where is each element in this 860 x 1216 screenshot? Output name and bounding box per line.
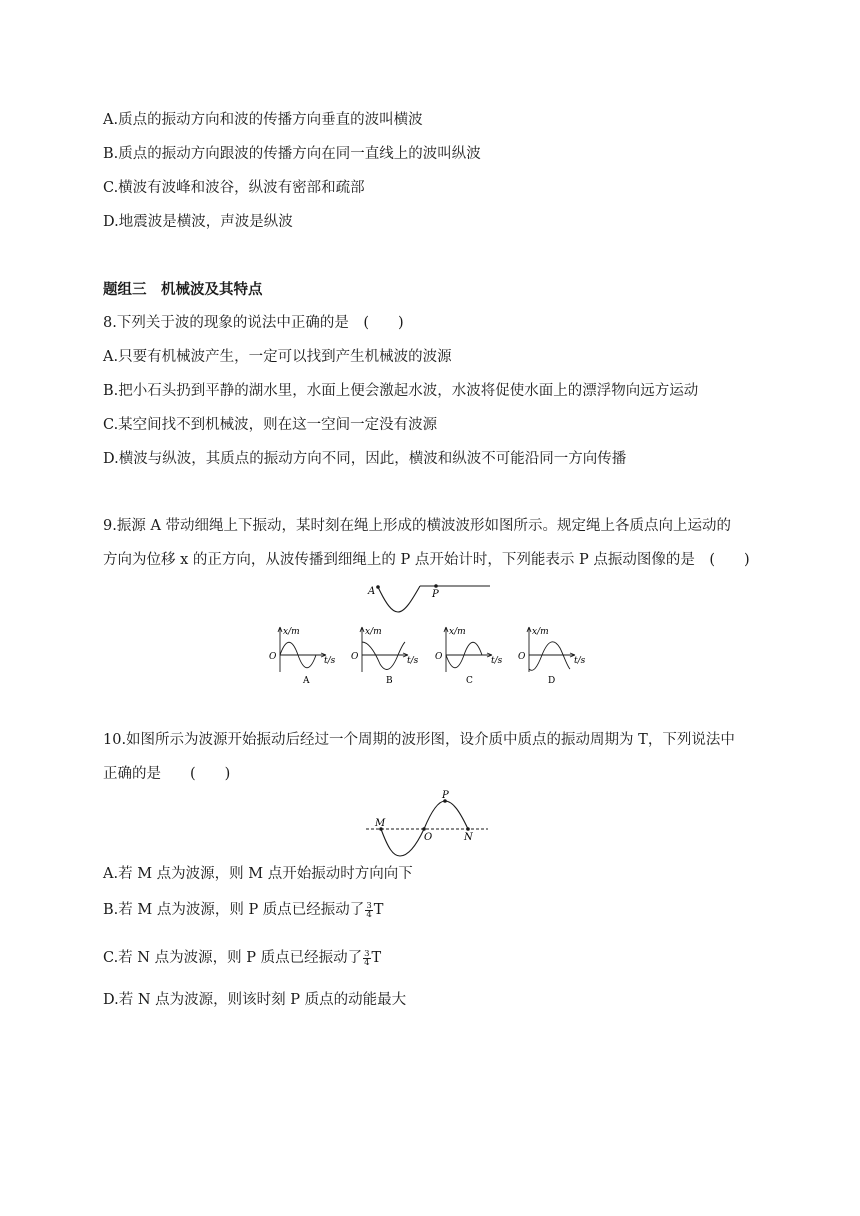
q9-graph-b-ylabel: x/m: [365, 627, 382, 637]
q10-point-n-dot: [466, 827, 470, 831]
q9-graph-a-ylabel: x/m: [283, 627, 300, 637]
q10-option-c: [103, 948, 381, 968]
q9-graph-b-caption: B: [386, 676, 393, 686]
q9-graph-c-origin: O: [435, 652, 443, 662]
q8-stem: 8.下列关于波的现象的说法中正确的是 ( ): [103, 315, 404, 331]
q7-option-c: C.横波有波峰和波谷，纵波有密部和疏部: [103, 180, 365, 196]
q9-stem-line2: 方向为位移 x 的正方向，从波传播到细绳上的 P 点开始计时，下列能表示 P 点振动图像的是 ( ): [103, 552, 750, 568]
q9-graph-c-caption: C: [466, 676, 473, 686]
q10-option-b-period: T: [373, 902, 384, 918]
q9-graph-d-ylabel: x/m: [532, 627, 549, 637]
q8-option-a: A.只要有机械波产生，一定可以找到产生机械波的波源: [103, 349, 452, 365]
q7-option-b: B.质点的振动方向跟波的传播方向在同一直线上的波叫纵波: [103, 146, 481, 162]
q10-option-b: [103, 900, 383, 920]
q10-stem-line2: 正确的是 ( ): [103, 766, 231, 782]
q9-point-p-label: P: [432, 589, 439, 600]
q10-option-c-text: C.若 N 点为波源，则 P 质点已经振动了: [103, 950, 363, 966]
q10-label-m: M: [375, 818, 386, 829]
q9-graph-a-caption: A: [303, 676, 310, 686]
q10-option-c-fraction: $\frac{3}{4}$: [364, 948, 370, 968]
q8-option-d: D.横波与纵波，其质点的振动方向不同，因此，横波和纵波不可能沿同一方向传播: [103, 451, 627, 467]
q10-label-o: O: [424, 832, 433, 843]
q10-option-d: D.若 N 点为波源，则该时刻 P 质点的动能最大: [103, 992, 407, 1008]
q7-option-a: A.质点的振动方向和波的传播方向垂直的波叫横波: [103, 112, 423, 128]
q9-graph-d-xlabel: t/s: [574, 656, 586, 666]
section-heading: 题组三 机械波及其特点: [103, 281, 263, 298]
q9-graph-b-origin: O: [351, 652, 359, 662]
q9-stem-line1: 9.振源 A 带动细绳上下振动，某时刻在绳上形成的横波波形如图所示。规定绳上各质点向上运动的: [103, 518, 732, 534]
q9-point-a-label: A: [368, 586, 376, 597]
q8-option-b: B.把小石头扔到平静的湖水里，水面上便会激起水波，水波将促使水面上的漂浮物向远方运动: [103, 383, 699, 399]
q7-option-d: D.地震波是横波，声波是纵波: [103, 214, 293, 230]
q10-label-n: N: [464, 832, 473, 843]
q9-graph-a-origin: O: [269, 652, 277, 662]
q9-graph-a-xlabel: t/s: [324, 656, 336, 666]
q10-point-o-dot: [422, 827, 426, 831]
q10-option-b-text: B.若 M 点为波源，则 P 质点已经振动了: [103, 902, 365, 918]
q9-graph-d-origin: O: [518, 652, 526, 662]
q10-option-c-period: T: [371, 950, 382, 966]
q10-stem-line1: 10.如图所示为波源开始振动后经过一个周期的波形图，设介质中质点的振动周期为 T，下列说法中: [103, 732, 735, 748]
q10-label-p: P: [442, 790, 449, 801]
q10-option-b-fraction: $\frac{3}{4}$: [366, 900, 372, 920]
q9-graph-b-xlabel: t/s: [407, 656, 419, 666]
q8-option-c: C.某空间找不到机械波，则在这一空间一定没有波源: [103, 417, 438, 433]
q9-graph-d-caption: D: [548, 676, 556, 686]
q10-option-a: A.若 M 点为波源，则 M 点开始振动时方向向下: [103, 866, 413, 882]
q9-graph-c-ylabel: x/m: [449, 627, 466, 637]
q9-graph-c-xlabel: t/s: [491, 656, 503, 666]
